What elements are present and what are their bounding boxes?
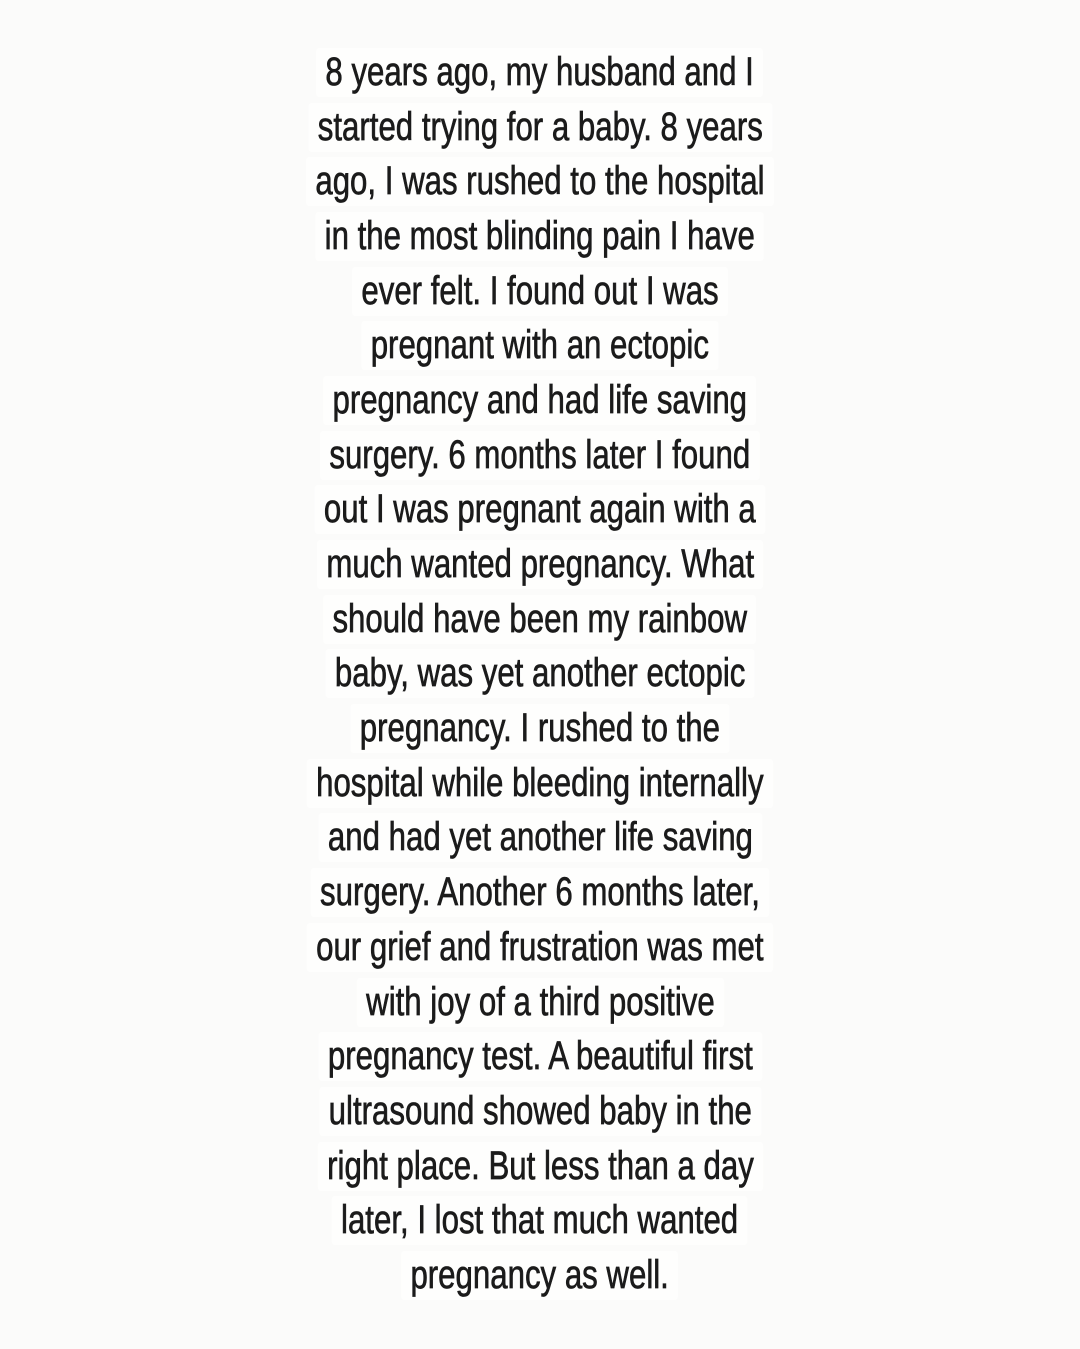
story-line-row	[297, 701, 783, 756]
story-line: 8 years ago, my husband and I	[316, 48, 763, 97]
story-line-row	[256, 1029, 825, 1084]
story-line-row	[241, 920, 839, 975]
story-line: with joy of a third positive	[356, 978, 723, 1027]
story-line: and had yet another life saving	[318, 813, 762, 862]
story-line-row	[299, 264, 781, 319]
story-line-row	[262, 373, 817, 428]
story-line-row	[246, 865, 834, 920]
story-line: should have been my rainbow	[323, 595, 756, 644]
story-line: pregnancy. I rushed to the	[351, 704, 730, 753]
story-line: baby, was yet another ectopic	[325, 649, 754, 698]
story-line-row	[258, 428, 822, 483]
story-line-row	[253, 45, 826, 100]
story-line: pregnancy test. A beautiful first	[318, 1032, 762, 1081]
story-line: started trying for a baby. 8 years	[308, 103, 772, 152]
story-line: pregnant with an ectopic	[362, 321, 719, 370]
story-line-row	[265, 647, 815, 702]
story-line: out I was pregnant again with a	[315, 485, 766, 534]
story-line-row	[255, 1139, 826, 1194]
story-line-row	[240, 154, 840, 209]
story-line: pregnancy as well.	[401, 1251, 678, 1300]
story-line: later, I lost that much wanted	[332, 1196, 748, 1245]
story-line: hospital while bleeding internally	[307, 759, 773, 808]
story-line-row	[243, 100, 838, 155]
story-line-row	[273, 1193, 806, 1248]
story-line-row	[257, 1084, 824, 1139]
story-line: ago, I was rushed to the hospital	[306, 157, 774, 206]
story-line: ultrasound showed baby in the	[319, 1087, 761, 1136]
story-line: ever felt. I found out I was	[352, 267, 728, 316]
story-line-row	[251, 483, 829, 538]
story-line-row	[311, 318, 769, 373]
story-line-row	[256, 811, 825, 866]
story-line: surgery. 6 months later I found	[320, 431, 760, 480]
story-line-row	[252, 209, 827, 264]
story-line-row	[262, 592, 817, 647]
story-line-row	[241, 756, 839, 811]
story-line: right place. But less than a day	[317, 1142, 762, 1191]
story-line: surgery. Another 6 months later,	[311, 868, 770, 917]
story-text	[0, 45, 1080, 1303]
story-line: in the most blinding pain I have	[316, 212, 765, 261]
story-line: our grief and frustration was met	[307, 923, 773, 972]
story-line: pregnancy and had life saving	[323, 376, 756, 425]
story-line: much wanted pregnancy. What	[317, 540, 764, 589]
story-line-row	[362, 1248, 717, 1303]
story-line-row	[305, 975, 776, 1030]
story-line-row	[254, 537, 826, 592]
